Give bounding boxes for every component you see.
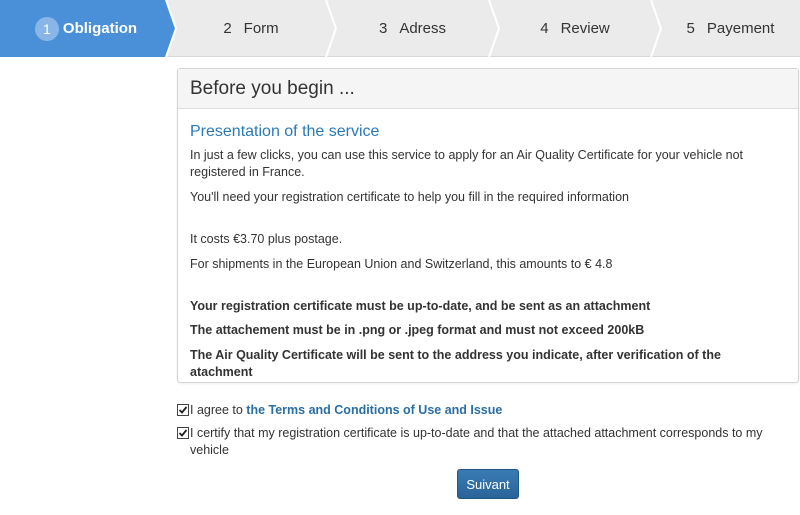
wizard-steps-bar bbox=[0, 0, 800, 57]
service-title: Presentation of the service bbox=[190, 123, 380, 140]
notice-line: The attachement must be in .png or .jpeg format and must not exceed 200kB bbox=[190, 323, 645, 337]
checkmark-icon bbox=[178, 428, 188, 438]
step-label: Obligation bbox=[62, 20, 138, 37]
certify-label: I certify that my registration certificate is up-to-date and that the attached attachment corresponds to my vehicle bbox=[190, 426, 763, 457]
info-panel bbox=[177, 68, 799, 383]
wizard-step-obligation[interactable] bbox=[0, 0, 172, 57]
step-separator bbox=[489, 0, 499, 57]
step-number: 5 bbox=[686, 20, 695, 37]
intro-paragraph: In just a few clicks, you can use this service to apply for an Air Quality Certificate for your vehicle not registered in France. bbox=[190, 148, 744, 179]
panel-heading: Before you begin ... bbox=[178, 69, 798, 109]
step-number-badge: 1 bbox=[35, 17, 59, 41]
terms-label bbox=[177, 402, 792, 419]
cost-paragraph: It costs €3.70 plus postage. bbox=[190, 232, 343, 246]
checkmark-icon bbox=[178, 405, 188, 415]
step-separator bbox=[326, 0, 336, 57]
step-label: Form bbox=[243, 20, 279, 37]
requirement-paragraph: You'll need your registration certificate to help you fill in the required information bbox=[190, 190, 629, 204]
terms-link[interactable]: the Terms and Conditions of Use and Issue bbox=[246, 403, 503, 417]
step-number: 4 bbox=[540, 20, 549, 37]
step-label: Adress bbox=[399, 20, 447, 37]
notice-line: The Air Quality Certificate will be sent to the address you indicate, after verification of the atachment bbox=[190, 348, 721, 379]
step-number: 2 bbox=[223, 20, 232, 37]
wizard-step-form[interactable] bbox=[176, 0, 326, 57]
step-label: Payement bbox=[706, 20, 775, 37]
certify-agreement-row bbox=[177, 425, 792, 459]
notice-line: Your registration certificate must be up-to-date, and be sent as an attachment bbox=[190, 299, 651, 313]
step-label: Review bbox=[560, 20, 610, 37]
shipping-paragraph: For shipments in the European Union and Switzerland, this amounts to € 4.8 bbox=[190, 257, 613, 271]
terms-prefix-text: I agree to bbox=[190, 403, 247, 417]
wizard-step-payement[interactable] bbox=[661, 0, 800, 57]
terms-checkbox[interactable] bbox=[177, 404, 189, 416]
wizard-step-adress[interactable] bbox=[336, 0, 489, 57]
next-button[interactable]: Suivant bbox=[457, 469, 519, 499]
certify-checkbox[interactable] bbox=[177, 427, 189, 439]
terms-agreement-row bbox=[177, 402, 792, 419]
step-separator bbox=[651, 0, 661, 57]
step-number: 3 bbox=[378, 20, 388, 37]
wizard-step-review[interactable] bbox=[499, 0, 651, 57]
